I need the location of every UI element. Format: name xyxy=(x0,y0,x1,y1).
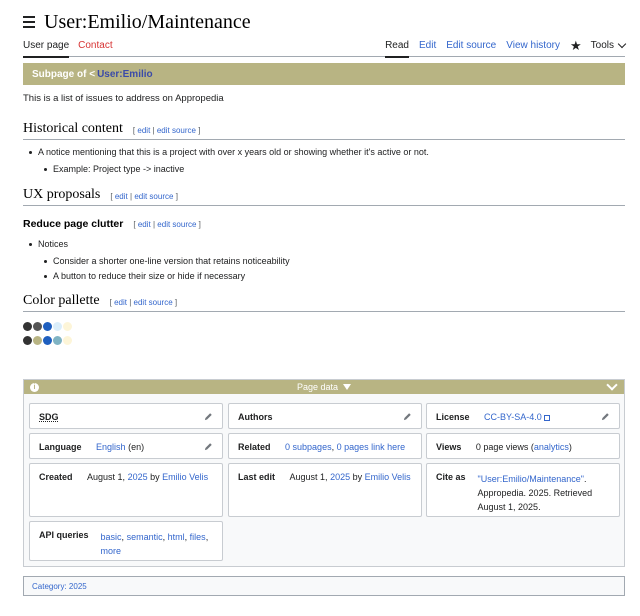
cite-text: Appropedia. 2025. Retrieved xyxy=(477,488,593,498)
edit-source-link[interactable]: edit source xyxy=(134,192,174,201)
edit-section-links xyxy=(133,126,201,135)
separator: | xyxy=(152,219,156,229)
pencil-icon[interactable] xyxy=(601,412,610,421)
sdg-label[interactable]: SDG xyxy=(39,412,59,422)
api-more-link[interactable]: more xyxy=(100,546,122,556)
related-cell xyxy=(228,433,422,459)
created-label: Created xyxy=(39,472,73,482)
list-item-text: Consider a shorter one-line version that retains noticeability xyxy=(53,256,290,266)
bracket-open: [ xyxy=(109,298,112,307)
edit-link[interactable]: edit xyxy=(137,126,151,135)
by-text: by xyxy=(150,472,160,482)
chevron-down-icon xyxy=(618,40,626,48)
api-basic-link[interactable]: basic xyxy=(100,532,122,542)
sdg-cell xyxy=(29,403,223,429)
list-item-text: A button to reduce their size or hide if necessary xyxy=(53,271,246,281)
bracket-close: ] xyxy=(198,219,201,229)
separator: , xyxy=(331,442,335,452)
section-historical-heading xyxy=(23,120,625,140)
tab-view-history[interactable]: View history xyxy=(506,40,560,51)
edit-link[interactable]: edit xyxy=(114,298,127,307)
bullet-icon xyxy=(44,168,47,171)
language-label: Language xyxy=(39,442,82,452)
separator: , xyxy=(162,532,166,542)
last-edit-date: August 1, xyxy=(289,472,328,482)
last-edit-year-link[interactable]: 2025 xyxy=(330,472,351,482)
created-date: August 1, xyxy=(87,472,126,482)
page-tabs xyxy=(23,39,625,57)
separator: , xyxy=(205,532,209,542)
tab-edit-source[interactable]: Edit source xyxy=(446,40,497,51)
views-label: Views xyxy=(436,442,462,452)
analytics-link[interactable]: analytics xyxy=(533,442,569,452)
chevron-down-icon[interactable] xyxy=(606,379,617,390)
edit-section-links xyxy=(110,192,178,201)
bracket-close: ] xyxy=(198,126,201,135)
list-item xyxy=(44,256,290,266)
category-bar xyxy=(23,576,625,596)
last-edit-cell xyxy=(228,463,422,517)
subpage-prefix: Subpage of < xyxy=(32,68,96,80)
pencil-icon[interactable] xyxy=(204,442,213,451)
color-swatch xyxy=(43,322,52,331)
api-links xyxy=(100,530,209,556)
license-value: CC-BY-SA-4.0 xyxy=(484,412,542,422)
triangle-down-icon xyxy=(343,384,351,390)
api-label: API queries xyxy=(39,530,89,540)
last-edit-label: Last edit xyxy=(238,472,276,482)
subsection-title: Reduce page clutter xyxy=(23,218,124,230)
bullet-icon xyxy=(44,260,47,263)
pencil-icon[interactable] xyxy=(204,412,213,421)
list-item xyxy=(29,147,429,157)
by-text: by xyxy=(352,472,363,482)
cite-cell xyxy=(426,463,620,517)
created-cell xyxy=(29,463,223,517)
bracket-open: [ xyxy=(110,192,113,201)
created-year-link[interactable]: 2025 xyxy=(127,472,148,482)
subpages-link[interactable]: 0 subpages xyxy=(285,442,332,452)
bracket-close: ] xyxy=(175,192,178,201)
bracket-close: ] xyxy=(174,298,178,307)
bullet-icon xyxy=(29,243,32,246)
separator: | xyxy=(152,126,155,135)
color-swatch xyxy=(63,322,72,331)
license-label: License xyxy=(436,412,470,422)
list-item-text: Example: Project type -> inactive xyxy=(53,164,185,174)
cite-dot: . xyxy=(583,474,587,484)
related-label: Related xyxy=(238,442,271,452)
edit-source-link[interactable]: edit source xyxy=(157,219,197,229)
color-swatch xyxy=(53,322,62,331)
color-swatch xyxy=(33,336,42,345)
bullet-icon xyxy=(29,151,32,154)
separator: , xyxy=(184,532,188,542)
color-swatch-row-2 xyxy=(23,336,72,345)
page-data-title: Page data xyxy=(296,382,339,392)
tab-edit[interactable]: Edit xyxy=(418,40,437,51)
category-link[interactable]: 2025 xyxy=(68,581,87,591)
cite-retrieved: August 1, 2025. xyxy=(477,502,541,512)
color-swatch xyxy=(43,336,52,345)
views-value: 0 page views ( xyxy=(475,442,534,452)
page-data-header[interactable] xyxy=(24,380,624,394)
edit-source-link[interactable]: edit source xyxy=(133,298,173,307)
tab-read[interactable]: Read xyxy=(385,39,409,58)
api-html-link[interactable]: html xyxy=(167,532,185,542)
section-ux-heading xyxy=(23,186,625,206)
section-title: Color pallette xyxy=(23,293,100,308)
created-author-link[interactable]: Emilio Velis xyxy=(162,472,209,482)
color-swatch xyxy=(53,336,62,345)
language-cell xyxy=(29,433,223,459)
star-icon[interactable]: ★ xyxy=(569,38,582,53)
pencil-icon[interactable] xyxy=(403,412,412,421)
edit-link[interactable]: edit xyxy=(114,192,128,201)
section-title: Historical content xyxy=(23,121,123,136)
info-icon: i xyxy=(30,383,39,392)
tab-contact[interactable]: Contact xyxy=(78,40,113,51)
pages-link-here-link[interactable]: 0 pages link here xyxy=(336,442,406,452)
api-files-link[interactable]: files xyxy=(189,532,206,542)
menu-icon[interactable] xyxy=(23,16,35,28)
subpage-banner xyxy=(23,63,625,85)
separator: , xyxy=(121,532,125,542)
intro-text: This is a list of issues to address on Appropedia xyxy=(23,93,224,104)
language-code: (en) xyxy=(128,442,145,452)
page-title: User:Emilio/Maintenance xyxy=(44,10,251,33)
section-clutter-heading xyxy=(23,218,201,230)
color-swatch xyxy=(63,336,72,345)
license-cell xyxy=(426,403,620,429)
bullet-icon xyxy=(44,275,47,278)
list-item-text: A notice mentioning that this is a project with over x years old or showing whether it's active or not. xyxy=(38,147,429,157)
color-swatch xyxy=(23,322,32,331)
title-row xyxy=(23,10,251,34)
list-item-text: Notices xyxy=(38,239,69,249)
tab-user-page[interactable]: User page xyxy=(23,39,69,58)
edit-section-links xyxy=(110,298,178,307)
paren-close: ) xyxy=(568,442,572,452)
category-label-link[interactable]: Category: xyxy=(32,581,67,591)
color-swatch xyxy=(23,336,32,345)
list-item xyxy=(29,239,68,249)
section-color-heading xyxy=(23,292,625,312)
views-cell xyxy=(426,433,620,459)
edit-link[interactable]: edit xyxy=(137,219,151,229)
list-item xyxy=(44,164,184,174)
api-semantic-link[interactable]: semantic xyxy=(126,532,163,542)
subpage-parent-link[interactable]: User:Emilio xyxy=(97,68,153,80)
license-link[interactable] xyxy=(484,412,550,422)
cite-link[interactable]: "User:Emilio/Maintenance" xyxy=(477,474,584,484)
external-link-icon xyxy=(544,415,550,421)
edit-source-link[interactable]: edit source xyxy=(156,126,196,135)
cite-label: Cite as xyxy=(436,472,466,482)
list-item xyxy=(44,271,245,281)
separator: | xyxy=(130,192,133,201)
language-link[interactable]: English xyxy=(96,442,126,452)
authors-cell xyxy=(228,403,422,429)
tools-menu[interactable] xyxy=(591,39,625,53)
color-swatch-row-1 xyxy=(23,322,72,331)
separator: | xyxy=(129,298,132,307)
edit-section-links xyxy=(133,220,201,229)
api-queries-cell xyxy=(29,521,223,561)
cite-value xyxy=(477,472,593,512)
section-title: UX proposals xyxy=(23,187,101,202)
bracket-open: [ xyxy=(132,126,136,135)
tools-label: Tools xyxy=(590,40,614,51)
authors-label: Authors xyxy=(238,412,273,422)
bracket-open: [ xyxy=(133,219,136,229)
color-swatch xyxy=(33,322,42,331)
last-edit-author-link[interactable]: Emilio Velis xyxy=(364,472,411,482)
page-data-box xyxy=(23,379,625,567)
